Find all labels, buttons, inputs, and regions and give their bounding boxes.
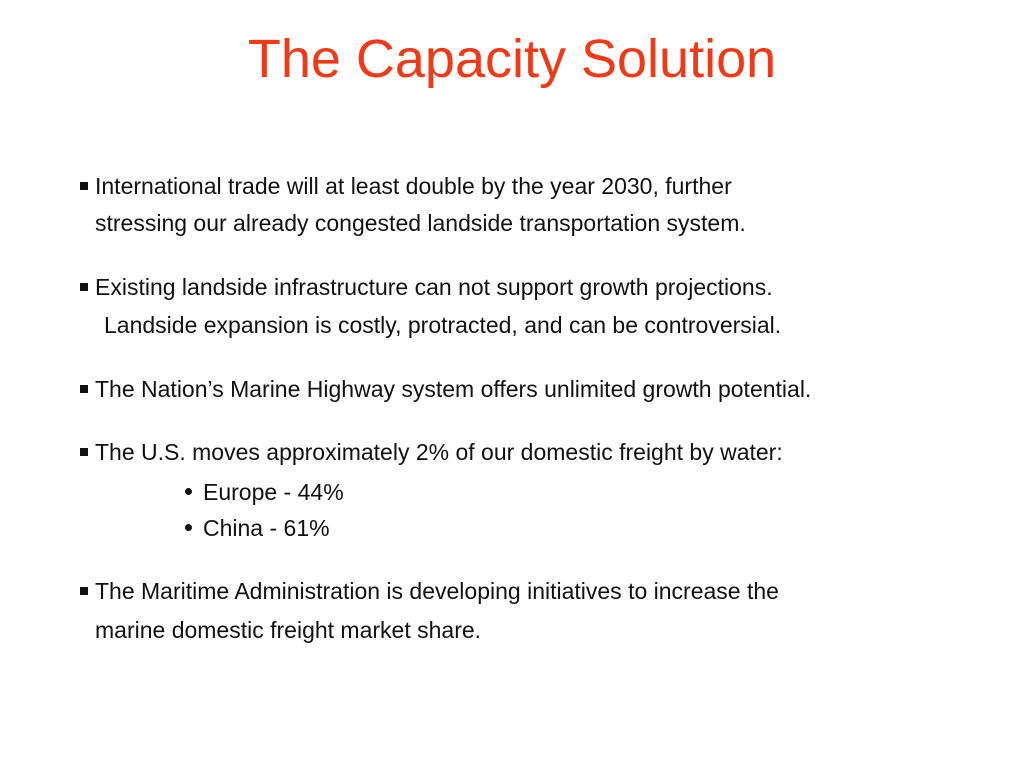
- bullet-text: International trade will at least double by the year 2030, further: [95, 173, 732, 199]
- bullet-2-line-2: Landside expansion is costly, protracted, and can be controversial.: [104, 312, 782, 338]
- bullet-2-line-1: [80, 272, 773, 302]
- bullet-5-line-1: [80, 576, 779, 606]
- sub-bullet-text: China - 61%: [203, 515, 330, 541]
- bullet-text: The Maritime Administration is developing initiatives to increase the: [95, 578, 779, 604]
- sub-bullet-china: [185, 513, 330, 543]
- bullet-3-line-1: [80, 374, 811, 404]
- square-bullet-icon: [80, 182, 88, 190]
- sub-bullet-text: Europe - 44%: [203, 479, 344, 505]
- round-bullet-icon: [185, 488, 192, 495]
- slide-title: The Capacity Solution: [247, 29, 777, 89]
- bullet-text: Existing landside infrastructure can not support growth projections.: [95, 274, 773, 300]
- square-bullet-icon: [80, 587, 88, 595]
- bullet-1-line-1: [80, 171, 732, 201]
- bullet-text: The Nation’s Marine Highway system offers unlimited growth potential.: [95, 376, 812, 402]
- square-bullet-icon: [80, 283, 88, 291]
- bullet-text: The U.S. moves approximately 2% of our domestic freight by water:: [95, 439, 783, 465]
- square-bullet-icon: [80, 448, 88, 456]
- bullet-1-line-2: stressing our already congested landside transportation system.: [95, 210, 746, 236]
- bullet-5-line-2: marine domestic freight market share.: [95, 617, 482, 643]
- square-bullet-icon: [80, 385, 88, 393]
- round-bullet-icon: [185, 524, 192, 531]
- sub-bullet-europe: [185, 477, 344, 507]
- bullet-4-line-1: [80, 437, 783, 467]
